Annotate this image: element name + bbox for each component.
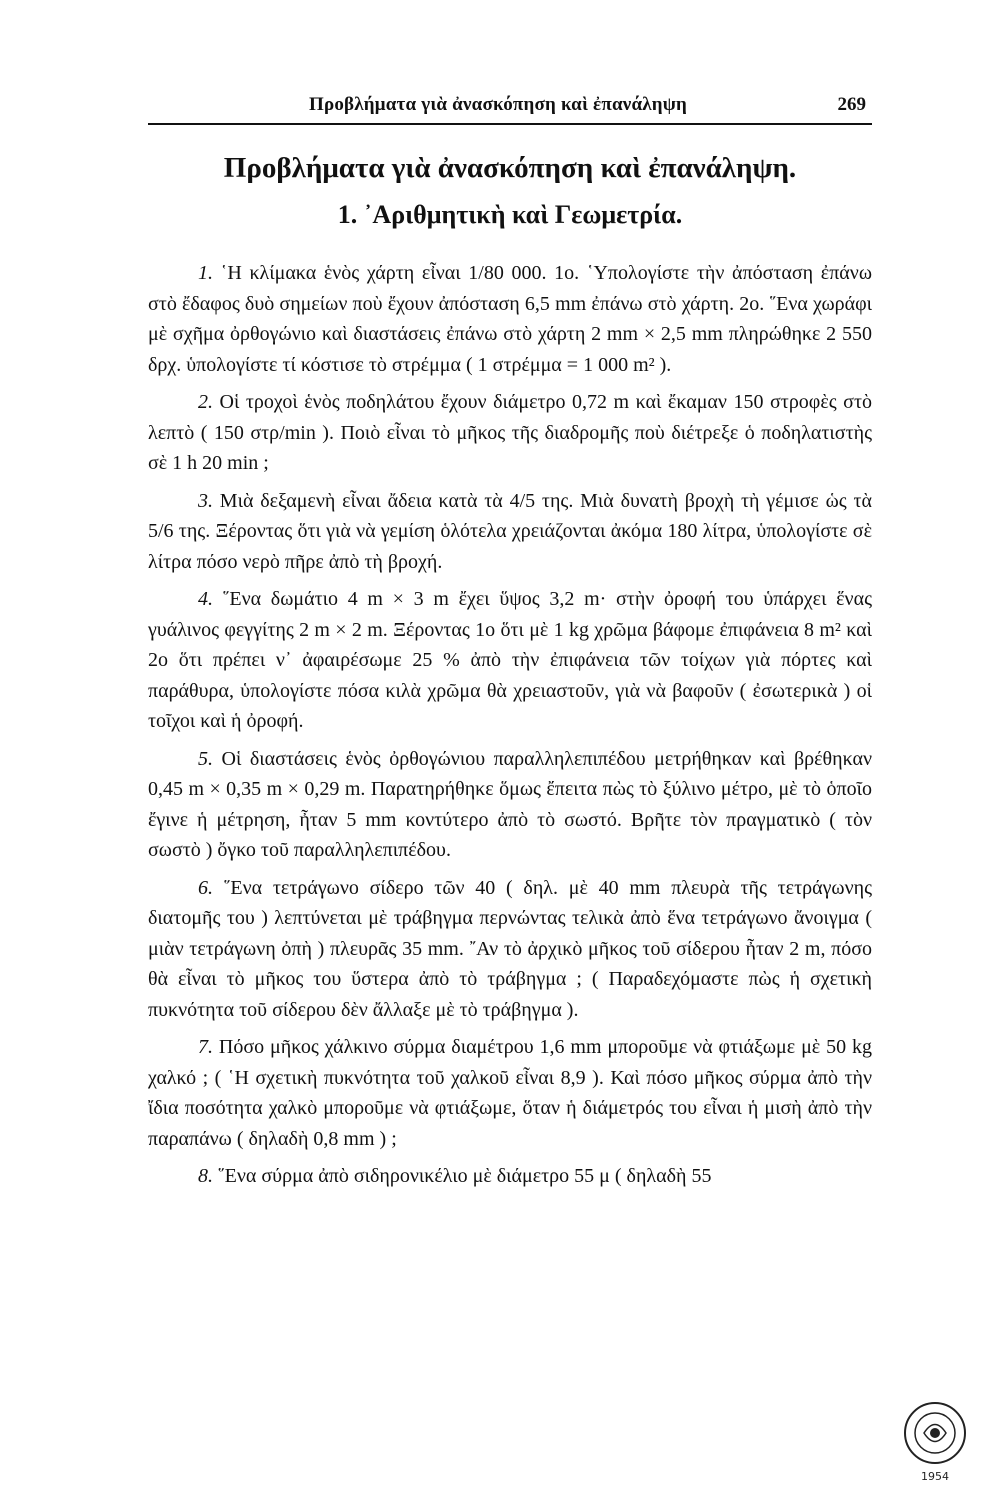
problem-5 (148, 744, 872, 866)
foundation-seal-icon (900, 1388, 970, 1488)
problem-number: 3. (198, 489, 213, 512)
problem-text: Οἱ τροχοὶ ἑνὸς ποδηλάτου ἔχουν διάμετρο 0,72 m καὶ ἔκαμαν 150 στροφὲς στὸ λεπτὸ ( 150 στρ/min ). Ποιὸ εἶναι τὸ μῆκος τῆς διαδρομῆς ποὺ διέτρεξε ὁ ποδηλατιστὴς σὲ 1 h 20 min ; (148, 391, 873, 474)
problem-list (148, 258, 872, 1192)
problem-text: ῾Η κλίμακα ἑνὸς χάρτη εἶναι 1/80 000. 1ο. ῾Υπολογίστε τὴν ἀπόσταση ἐπάνω στὸ ἔδαφος δυὸ σημείων ποὺ ἔχουν ἀπόσταση 6,5 mm ἐπάνω στὸ χάρτη. 2ο. ῞Ενα χωράφι μὲ σχῆμα ὀρθογώνιο καὶ διαστάσεις ἐπάνω στὸ χάρτη 2 mm × 2,5 mm πληρώθηκε 2 550 δρχ. ὑπολογίστε τί κόστισε τὸ στρέμμα ( 1 στρέμμα = 1 000 m² ). (148, 262, 872, 376)
problem-text: Πόσο μῆκος χάλκινο σύρμα διαμέτρου 1,6 mm μποροῦμε νὰ φτιάξωμε μὲ 50 kg χαλκό ; ( ῾Η σχετικὴ πυκνότητα τοῦ χαλκοῦ εἶναι 8,9 ). Καὶ πόσο μῆκος σύρμα ἀπὸ τὴν ἴδια ποσότητα χαλκὸ μποροῦμε νὰ φτιάξωμε, ὅταν ἡ διάμετρός του εἶναι ἡ μισὴ ἀπὸ τὴν παραπάνω ( δηλαδὴ 0,8 mm ) ; (148, 1036, 872, 1150)
problem-1 (148, 258, 872, 380)
problem-text: ῞Ενα σύρμα ἀπὸ σιδηρονικέλιο μὲ διάμετρο 55 μ ( δηλαδὴ 55 (218, 1165, 712, 1187)
problem-6 (148, 873, 872, 1026)
problem-2 (148, 387, 872, 479)
problem-number: 5. (198, 747, 213, 770)
subsection-title: 1. ᾿Αριθμητικὴ καὶ Γεωμετρία. (337, 200, 683, 229)
problem-text: ῞Ενα τετράγωνο σίδερο τῶν 40 ( δηλ. μὲ 40 mm πλευρὰ τῆς τετράγωνης διατομῆς του ) λεπτύνεται μὲ τράβηγμα περνώντας τελικὰ ἀπὸ ἕνα τετράγωνο ἄνοιγμα ( μιὰν τετράγωνη ὀπὴ ) πλευρᾶς 35 mm. ῎Αν τὸ ἀρχικὸ μῆκος τοῦ σίδερου ἦταν 2 m, πόσο θὰ εἶναι τὸ μῆκος του ὕστερα ἀπὸ τὸ τράβηγμα ; ( Παραδεχόμαστε πὼς ἡ σχετικὴ πυκνότητα τοῦ σίδερου δὲν ἄλλαξε μὲ τὸ τράβηγμα ). (148, 876, 873, 1021)
problem-3 (148, 486, 872, 578)
problem-text: ῞Ενα δωμάτιο 4 m × 3 m ἔχει ὕψος 3,2 m· στὴν ὀροφή του ὑπάρχει ἕνας γυάλινος φεγγίτης 2 m × 2 m. Ξέροντας 1ο ὅτι μὲ 1 kg χρῶμα βάφομε ἐπιφάνεια 8 m² καὶ 2ο ὅτι πρέπει ν᾿ ἀφαιρέσωμε 25 % ἀπὸ τὴν ἐπιφάνεια τῶν τοίχων γιὰ πόρτες καὶ παράθυρα, ὑπολογίστε πόσα κιλὰ χρῶμα θὰ χρειαστοῦν, γιὰ νὰ βαφοῦν ( ἐσωτερικὰ ) οἱ τοῖχοι καὶ ἡ ὀροφή. (148, 588, 872, 732)
problem-text: Μιὰ δεξαμενὴ εἶναι ἄδεια κατὰ τὰ 4/5 της. Μιὰ δυνατὴ βροχὴ τὴ γέμισε ὡς τὰ 5/6 της. Ξέροντας ὅτι γιὰ νὰ γεμίση ὁλότελα χρειάζονται ἀκόμα 180 λίτρα, ὑπολογίστε σὲ λίτρα πόσο νερὸ πῆρε ἀπὸ τὴ βροχή. (148, 489, 872, 573)
problem-text: Οἱ διαστάσεις ἑνὸς ὀρθογώνιου παραλληλεπιπέδου μετρήθηκαν καὶ βρέθηκαν 0,45 m × 0,35 m × 0,29 m. Παρατηρήθηκε ὅμως ἔπειτα πὼς τὸ ξύλινο μέτρο, μὲ τὸ ὁποῖο ἔγινε ἡ μέτρηση, ἦταν 5 mm κοντύτερο ἀπὸ τὸ σωστό. Βρῆτε τὸν πραγματικὸ ( τὸν σωστὸ ) ὄγκο τοῦ παραλληλεπιπέδου. (148, 747, 873, 861)
page-number: 269 (837, 94, 866, 115)
running-title: Προβλήματα γιὰ ἀνασκόπηση καὶ ἐπανάληψη (308, 94, 688, 115)
stamp-year: 1954 (921, 1470, 949, 1483)
problem-number: 1. (198, 262, 213, 284)
problem-number: 4. (198, 588, 213, 610)
section-title: Προβλήματα γιὰ ἀνασκόπηση καὶ ἐπανάληψη. (223, 152, 797, 184)
problem-7 (148, 1032, 872, 1154)
problem-number: 8. (198, 1165, 213, 1187)
problem-8 (148, 1161, 872, 1192)
running-header (148, 92, 872, 122)
problem-number: 6. (198, 876, 213, 899)
problem-4 (148, 584, 872, 737)
problem-number: 2. (198, 391, 213, 413)
header-rule (148, 123, 872, 125)
problem-number: 7. (198, 1036, 213, 1058)
